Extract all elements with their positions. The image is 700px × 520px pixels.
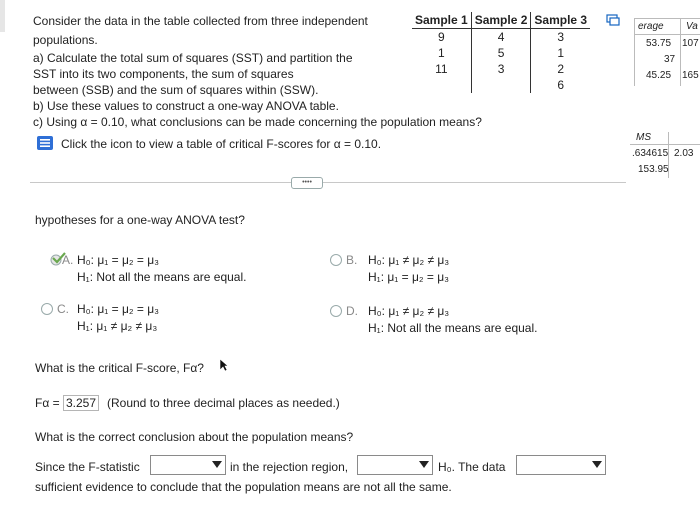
ms-header: MS <box>636 132 651 143</box>
part-prompt: hypotheses for a one-way ANOVA test? <box>35 213 245 227</box>
question-intro-line1: Consider the data in the table collected from three independent <box>33 14 368 28</box>
table-cell <box>412 77 471 93</box>
option-a-letter: A. <box>62 253 74 267</box>
table-row <box>412 61 590 77</box>
option-c-h0: H₀: μ₁ = μ₂ = μ₃ <box>77 302 160 316</box>
question-a-line2: SST into its two components, the sum of squares <box>33 67 294 81</box>
critical-label: Fα = <box>35 396 60 410</box>
table-cell: 4 <box>471 29 531 46</box>
anova-summary-panel <box>630 18 700 86</box>
ftable-link-text[interactable]: Click the icon to view a table of critical F-scores for α = 0.10. <box>61 137 382 151</box>
option-c-h1: H₁: μ₁ ≠ μ₂ ≠ μ₃ <box>77 319 158 333</box>
question-a-line3: between (SSB) and the sum of squares within (SSW). <box>33 83 319 97</box>
conclusion-text-1: Since the F-statistic <box>35 460 140 474</box>
conclusion-question: What is the correct conclusion about the population means? <box>35 430 354 444</box>
var-value: 165 <box>682 70 699 81</box>
table-cell: 11 <box>435 62 448 76</box>
option-c-letter: C. <box>57 302 69 316</box>
option-d-radio[interactable] <box>330 305 342 317</box>
avg-value: 53.75 <box>646 38 672 49</box>
evidence-select[interactable] <box>516 455 606 475</box>
avg-value: 37 <box>664 54 676 65</box>
option-d-h1: H₁: Not all the means are equal. <box>368 321 538 335</box>
table-cell: 9 <box>438 30 445 44</box>
option-b-radio[interactable] <box>330 254 342 266</box>
conclusion-text-2: in the rejection region, <box>230 460 349 474</box>
question-a-line1: a) Calculate the total sum of squares (SST) and partition the <box>33 51 353 65</box>
table-row <box>412 77 590 93</box>
option-a-h0: H₀: μ₁ = μ₂ = μ₃ <box>77 253 160 267</box>
table-cell: 1 <box>531 45 590 61</box>
fstat-position-select[interactable] <box>150 455 226 475</box>
table-cell <box>471 77 531 93</box>
table-header: Sample 3 <box>531 12 590 29</box>
table-header: Sample 2 <box>471 12 531 29</box>
ms-panel <box>630 132 700 178</box>
ms-value: 153.95 <box>638 164 669 175</box>
avg-value: 45.25 <box>646 70 672 81</box>
option-d-letter: D. <box>346 304 358 318</box>
col-variance-header: Va <box>686 21 698 32</box>
question-intro-line2: populations. <box>33 33 98 47</box>
option-d-h0: H₀: μ₁ ≠ μ₂ ≠ μ₃ <box>368 304 450 318</box>
option-b-h0: H₀: μ₁ ≠ μ₂ ≠ μ₃ <box>368 253 450 267</box>
table-cell: 3 <box>471 61 531 77</box>
chevron-down-icon <box>212 461 222 468</box>
table-header: Sample 1 <box>412 12 471 29</box>
critical-question: What is the critical F-score, Fα? <box>35 361 204 375</box>
table-cell: 5 <box>471 45 531 61</box>
expand-button[interactable]: •••• <box>291 177 323 189</box>
table-row <box>412 29 590 46</box>
left-edge-strip <box>0 0 5 32</box>
critical-note: (Round to three decimal places as needed.) <box>107 396 340 410</box>
table-cell: 6 <box>531 77 590 93</box>
question-b: b) Use these values to construct a one-way ANOVA table. <box>33 99 339 113</box>
critical-value-field[interactable]: 3.257 <box>63 395 99 411</box>
col-average-header: erage <box>638 21 664 32</box>
conclusion-text-3: H₀. The data <box>438 460 506 474</box>
option-b-h1: H₁: μ₁ = μ₂ = μ₃ <box>368 270 450 284</box>
data-table <box>412 12 590 93</box>
table-cell: 1 <box>438 46 445 60</box>
conclusion-text-4: sufficient evidence to conclude that the population means are not all the same. <box>35 480 452 494</box>
table-row <box>412 45 590 61</box>
chevron-down-icon <box>419 461 429 468</box>
chevron-down-icon <box>592 461 602 468</box>
var-value: 107 <box>682 38 699 49</box>
question-c: c) Using α = 0.10, what conclusions can be made concerning the population means? <box>33 115 482 129</box>
f-value: 2.03 <box>674 148 694 159</box>
option-b-letter: B. <box>346 253 358 267</box>
section-divider <box>30 182 626 183</box>
ftable-icon[interactable] <box>37 136 53 153</box>
option-a-h1: H₁: Not all the means are equal. <box>77 270 247 284</box>
mouse-cursor-icon <box>219 358 229 375</box>
table-cell: 3 <box>531 29 590 46</box>
h0-decision-select[interactable] <box>357 455 433 475</box>
table-cell: 2 <box>531 61 590 77</box>
ms-value: .634615 <box>632 148 669 159</box>
copy-data-icon[interactable] <box>606 14 620 29</box>
option-c-radio[interactable] <box>41 303 53 315</box>
